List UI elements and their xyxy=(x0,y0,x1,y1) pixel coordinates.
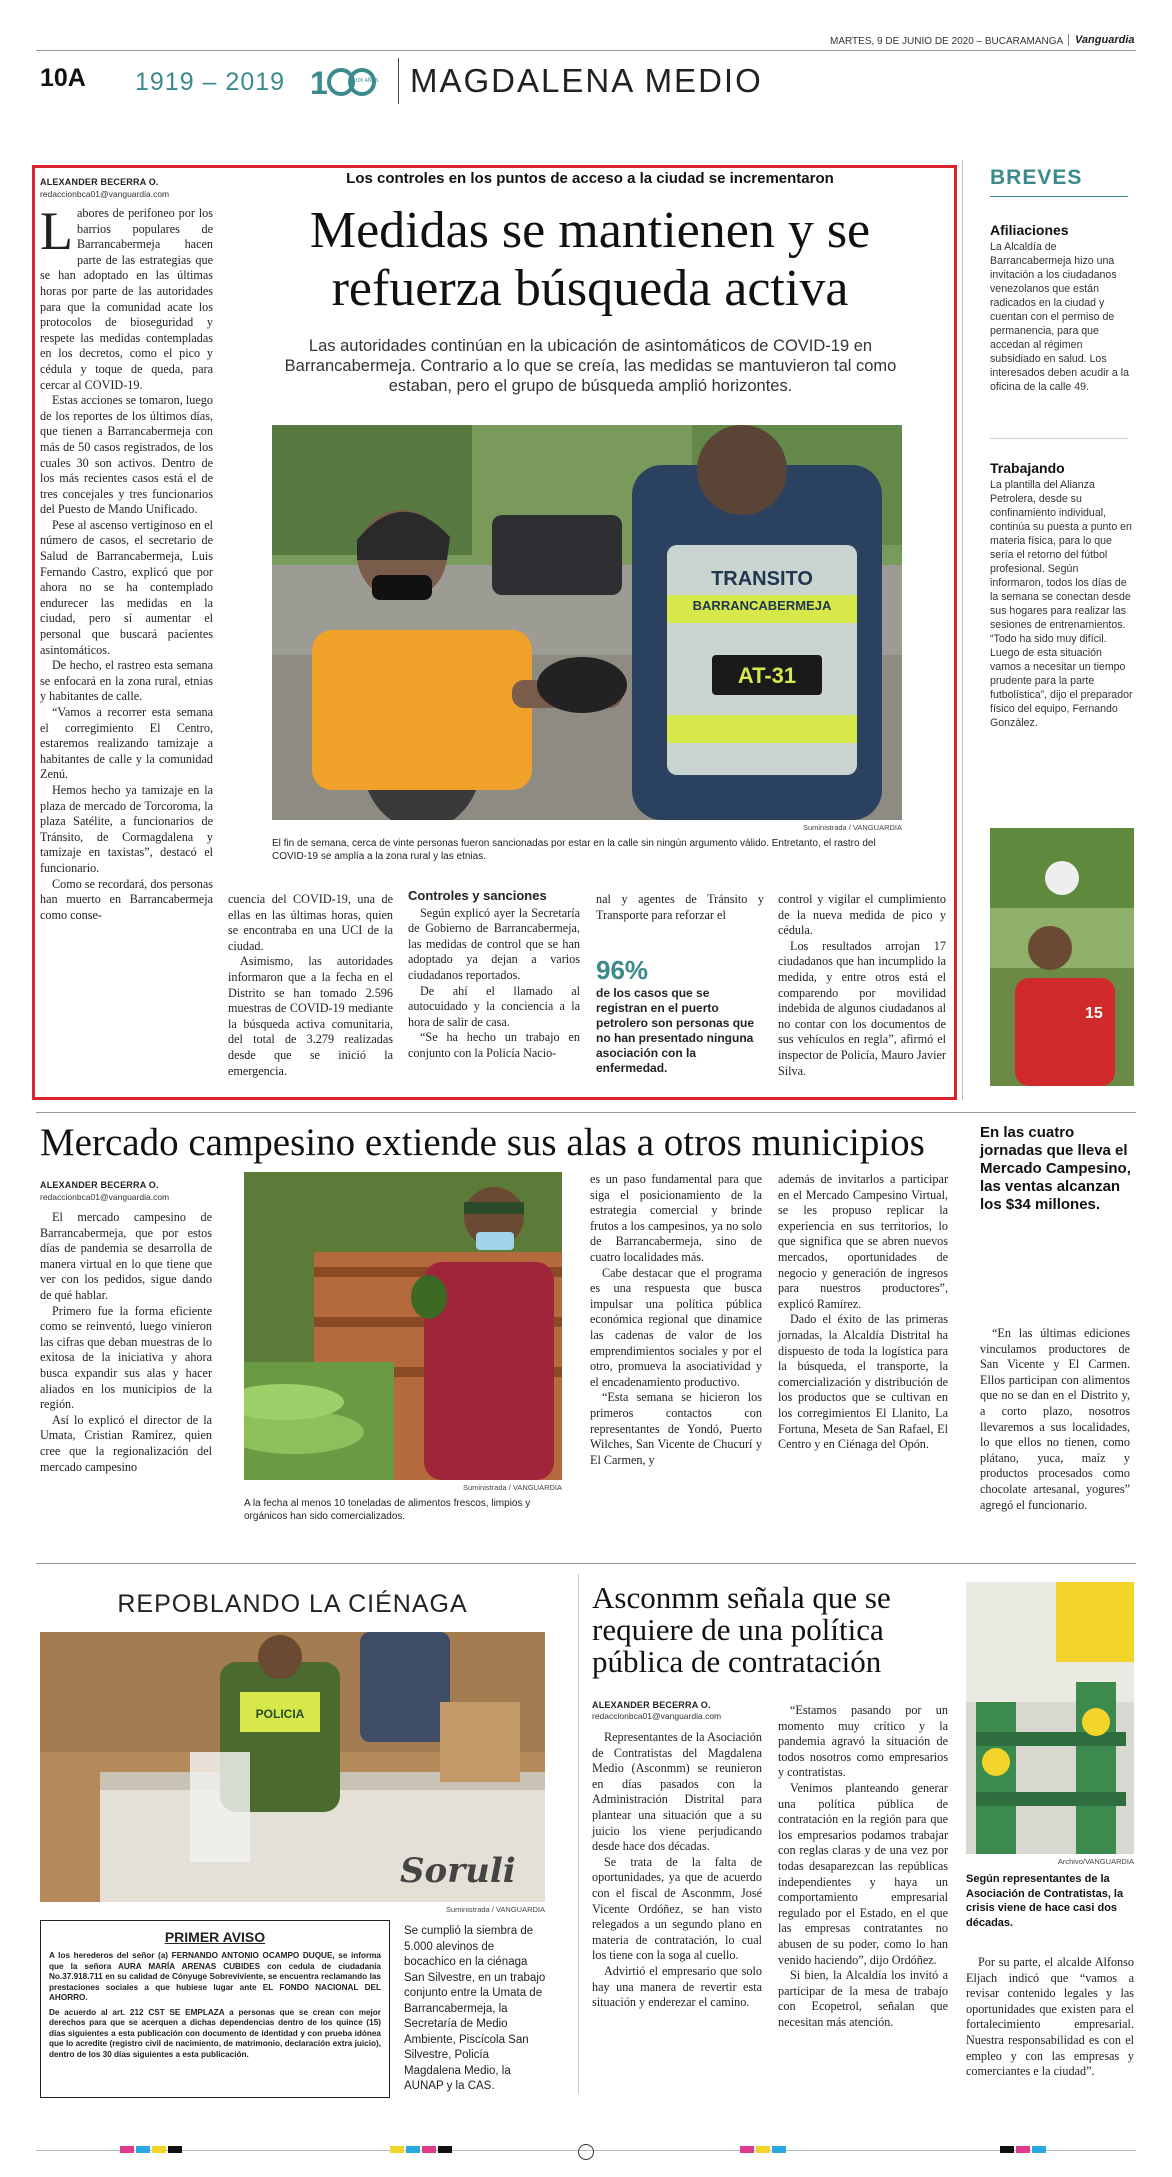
aviso-box xyxy=(40,1920,390,2098)
mercado-col-2 xyxy=(590,1172,762,1468)
mercado-pullquote: En las cuatro jornadas que lleva el Mercado Campesino, las ventas alcanzan los $34 millones. xyxy=(980,1124,1131,1213)
lead-col1-p6: Hemos hecho ya tamizaje en la plaza de mercado de Torcoroma, la plaza Satélite, a funcionarios de Tránsito, de Cormagdalena y tamizaje en taxistas”, destacó el funcionario. xyxy=(40,782,213,875)
lead-col1-p2: Estas acciones se tomaron, luego de los reportes de los últimos días, que tienen a Barrancabermeja con más de 50 casos registrados, de los cuales 30 son activos. Dentro de los más recientes casos está el de tres concejales y tres funcionarios del Puesto de Mando Unificado. xyxy=(40,393,213,517)
breve-title: Afiliaciones xyxy=(990,222,1069,238)
lead-photo xyxy=(272,425,902,820)
stat-text: de los casos que se registran en el puerto petrolero son personas que no han presentado ninguna asociación con la enfermedad. xyxy=(596,986,755,1075)
mercado-col4-p1: “En las últimas ediciones vinculamos productores de San Vicente y El Carmen. Ellos participan con alimentos que no se dan en el Distrito y, a corto plazo, nosotros llevaremos a sus localidades, lo que ellos no tienen, como plátano, yuca, maíz y productos procesados como chocolate artesanal, yogures” agregó el funcionario. xyxy=(980,1326,1130,1512)
lead-headline-line-2: refuerza búsqueda activa xyxy=(331,260,849,317)
cienaga-vest-text: POLICIA xyxy=(255,1707,305,1721)
years-label: 1919 – 2019 xyxy=(135,68,286,96)
asconmm-col1-p3: Advirtió el empresario que solo hay una manera de revertir esta situación y enderezar el camino. xyxy=(592,1963,762,2010)
svg-text:1: 1 xyxy=(310,65,328,101)
byline-email: redaccionbca01@vanguardia.com xyxy=(40,189,170,199)
stat-value: 96% xyxy=(596,955,649,985)
breve-item xyxy=(990,460,1134,730)
lead-col3-p1: Según explicó ayer la Secretaría de Gobierno de Barrancabermeja, las medidas de control que se han adoptado ya dejan a varios ciudadanos reportados. xyxy=(408,905,580,982)
mercado-col-4 xyxy=(980,1326,1130,1513)
asconmm-col-3 xyxy=(966,1955,1134,2080)
asconmm-photo-caption: Según representantes de la Asociación de Contratistas, la crisis viene de hace casi dos décadas. xyxy=(966,1873,1124,1929)
asconmm-photo-credit: Archivo/VANGUARDIA xyxy=(1057,1857,1134,1866)
lead-headline xyxy=(260,202,920,318)
asconmm-photo xyxy=(966,1582,1134,1854)
asconmm-col3-p1: Por su parte, el alcalde Alfonso Eljach indicó que “vamos a revisar contenido legales y las oportunidades que existen para el fortalecimiento empresarial. Nuestra responsabilidad es con el empleo y con las empresas y comerciantes e la ciudad”. xyxy=(966,1955,1134,2079)
section-title: MAGDALENA MEDIO xyxy=(410,62,763,99)
lead-col5-p1: control y vigilar el cumplimiento de la nueva medida de pico y cédula. xyxy=(778,892,946,938)
mercado-col3-p2: Dado el éxito de las primeras jornadas, la Alcaldía Distrital ha dispuesto de toda la logística para la búsqueda, el transporte, la comercialización y distribución de los productos que se cultivan en los corregimientos El Llanito, La Fortuna, Meseta de San Rafael, El Centro y en Ciénaga del Opón. xyxy=(778,1312,948,1452)
byline-author: ALEXANDER BECERRA O. xyxy=(40,1180,159,1190)
lead-col1-p1: abores de perifoneo por los barrios populares de Barrancabermeja hacen parte de las estrategias que se han adoptado en las últimas horas por parte de las autoridades para que la comunidad acate los protocolos de bioseguridad y respete las medidas contempladas en los decretos, como el pico y cédula y toque de queda, para cercar al COVID-19. xyxy=(40,206,213,392)
lead-col-3 xyxy=(408,888,580,1062)
cienaga-headline: REPOBLANDO LA CIÉNAGA xyxy=(117,1590,468,1618)
lead-deck: Las autoridades continúan en la ubicación de asintomáticos de COVID-19 en Barrancabermeja. Contrario a lo que se creía, las medidas se mantuvieron tal como estaban, pero el grupo de búsqueda amplió horizontes. xyxy=(284,337,897,395)
aviso-title: PRIMER AVISO xyxy=(164,1929,266,1945)
mercado-headline: Mercado campesino extiende sus alas a otros municipios xyxy=(40,1121,925,1164)
vest-badge: AT-31 xyxy=(737,663,797,688)
mercado-col-1 xyxy=(40,1210,212,1475)
lead-col-1 xyxy=(40,201,213,923)
lead-col2-p2: Asimismo, las autoridades informaron que a la fecha en el Distrito se han tomado 2.596 muestras de COVID-19 mediante la búsqueda activa comunitaria, del total de 3.279 realizadas desde que se inició la emergencia. xyxy=(228,954,393,1078)
lead-headline-line-1: Medidas se mantienen y se xyxy=(309,202,871,259)
mercado-col3-p1: además de invitarlos a participar en el Mercado Campesino Virtual, se les propuso replicar la experiencia en sus territorios, lo que significa que se abren nuevos mercados, oportunidades de negocio y generación de ingresos para nuestros productores”, explicó Ramírez. xyxy=(778,1172,948,1311)
mercado-photo xyxy=(244,1172,562,1480)
aviso-para-2: De acuerdo al art. 212 CST SE EMPLAZA a personas que se crean con mejor derechos para que se acerquen a dichas dependencias dentro de los quince (15) días siguientes a esta publicación con documento de identidad y con prueba idónea que lo acredite (registro civil de nacimiento, de matrimonio, declaración extra juicio), dentro de los 30 días siguientes a esta publicación. xyxy=(49,2007,381,2059)
dropcap: L xyxy=(40,201,73,261)
breve-title: Trabajando xyxy=(990,460,1065,476)
lead-col1-p4: De hecho, el rastreo esta semana se enfocará en la zona rural, etnias y habitantes de calle. xyxy=(40,658,213,704)
anniversary-logo xyxy=(308,62,384,102)
asconmm-col-2 xyxy=(778,1703,948,2030)
lead-photo-credit: Suministrada / VANGUARDIA xyxy=(802,823,902,832)
mercado-photo-credit: Suministrada / VANGUARDIA xyxy=(462,1483,562,1492)
asconmm-col1-p1: Representantes de la Asociación de Contratistas del Magdalena Medio (Asconmm) se reunieron en días pasados con la Administración Distrital para plantear una situación que a su juicio los viene perjudicando desde hace dos décadas. xyxy=(592,1730,762,1854)
lead-col1-p7: Como se recordará, dos personas han muerto en Barrancabermeja como conse- xyxy=(40,876,213,922)
byline-author: ALEXANDER BECERRA O. xyxy=(40,177,159,187)
mercado-col2-p2: Cabe destacar que el programa es una respuesta que busca impulsar una política pública económica regional que dinamice las cadenas de valor de los emprendimientos sociales y por el otro, promueva la asociatividad y el encadenamiento productivo. xyxy=(590,1265,762,1389)
kicker: Los controles en los puntos de acceso a la ciudad se incrementaron xyxy=(346,170,834,187)
aviso-para-1: A los herederos del señor (a) FERNANDO ANTONIO OCAMPO DUQUE, se informa que la señora AURA MARÍA ARENAS CUBIDES con cedula de ciudadanía No.37.918.711 en su calidad de Cónyuge Sobreviviente, se encuentra reclamando las prestaciones sociales a que hubiese lugar ante EL FONDO NACIONAL DEL AHORRO. xyxy=(49,1951,381,2002)
boat-text: Soruli xyxy=(400,1851,516,1891)
lead-col2-p1: cuencia del COVID-19, una de ellas en las últimas horas, quien se encontraba en una UCI de la ciudad. xyxy=(228,892,393,953)
cienaga-photo xyxy=(40,1632,545,1902)
breve-photo xyxy=(990,828,1134,1086)
date-line: MARTES, 9 DE JUNIO DE 2020 – BUCARAMANGA xyxy=(830,36,1064,47)
mercado-photo-caption: A la fecha al menos 10 toneladas de alimentos frescos, limpios y orgánicos han sido comercializados. xyxy=(244,1498,531,1522)
asconmm-col2-p3: Si bien, la Alcaldía los invitó a participar de la mesa de trabajo con Ecopetrol, señalan que necesitan más atención. xyxy=(778,1968,948,2029)
page-number: 10A xyxy=(40,64,86,92)
cienaga-caption: Se cumplió la siembra de 5.000 alevinos de bocachico en la ciénaga San Silvestre, en un trabajo conjunto entre la Umata de Barrancabermeja, la Secretaría de Medio Ambiente, Piscícola San Silvestre, Policía Magdalena Medio, la AUNAP y la CAS. xyxy=(404,1925,546,2092)
lead-subhead: Controles y sanciones xyxy=(408,888,547,903)
vest-text-1: TRANSITO xyxy=(711,568,813,590)
lead-col-5 xyxy=(778,892,946,1079)
shirt-number: 15 xyxy=(1085,1005,1103,1022)
asconmm-col1-p2: Se trata de la falta de oportunidades, ya que de acuerdo con el fiscal de Asconmm, José Vicente Ordóñez, se han visto relegados a un segundo plano en materia de contratación, lo cual los tiene con la soga al cuello. xyxy=(592,1854,762,1963)
stat-box xyxy=(596,955,764,1076)
breves-header: BREVES xyxy=(990,166,1083,189)
breve-text: La plantilla del Alianza Petrolera, desde su confinamiento individual, continúa su puesta a punto en materia física, para lo que sería el retorno del fútbol profesional. Según informaron, todos los días de la semana se conectan desde sus hogares para realizar las sesiones de entrenamientos. “Todo ha sido muy difícil. Luego de esta situación vamos a necesitar un tiempo prudente para la parte futbolística”, dijo el preparador físico del equipo, Fernando González. xyxy=(990,479,1133,729)
mercado-col1-p1: El mercado campesino de Barrancabermeja, que por estos días de pandemia se desarrolla de manera virtual en lo que tiene que ver con los pedidos, sigue dando de qué hablar. xyxy=(40,1210,212,1302)
vest-text-2: BARRANCABERMEJA xyxy=(692,598,832,613)
mercado-col2-p3: “Esta semana se hicieron los primeros contactos con representantes de Yondó, Puerto Wilches, San Vicente de Chucurí y El Carmen, y xyxy=(590,1390,762,1467)
lead-col3-p3: “Se ha hecho un trabajo en conjunto con la Policía Nacio- xyxy=(408,1030,580,1060)
lead-col1-p3: Pese al ascenso vertiginoso en el número de casos, el secretario de Salud de Barrancabermeja, Luis Fernando Castro, explicó que por ahora no se ha contemplado endurecer las medidas en la ciudad, pero sí aumentar el personal que buscará pacientes asintomáticos. xyxy=(40,517,213,657)
lead-col1-p5: “Vamos a recorrer esta semana el corregimiento El Centro, estaremos realizando tamizaje a habitantes de calle y la comunidad Zenú. xyxy=(40,705,213,782)
asconmm-col2-p1: “Estamos pasando por un momento muy crítico y la pandemia agravó la situación de todos nosotros como empresarios y contratistas. xyxy=(778,1703,948,1780)
breve-text: La Alcaldía de Barrancabermeja hizo una invitación a los ciudadanos venezolanos que están radicados en la ciudad y cuentan con el permiso de permanencia, para que accedan al régimen subsidiado en salud. Los interesados deben acudir a la oficina de la calle 49. xyxy=(990,241,1129,393)
breve-item xyxy=(990,222,1134,394)
mercado-col1-p3: Así lo explicó el director de la Umata, Cristian Ramírez, quien cree que la regionalización del mercado campesino xyxy=(40,1412,212,1474)
lead-col4-p1: nal y agentes de Tránsito y Transporte para reforzar el xyxy=(596,892,764,922)
asconmm-col-1 xyxy=(592,1730,762,2011)
paper-name: Vanguardia xyxy=(1068,34,1135,46)
byline-email: redaccionbca01@vanguardia.com xyxy=(40,1192,170,1202)
byline-author: ALEXANDER BECERRA O. xyxy=(592,1700,711,1710)
anniversary-logo-text: 100 AÑOS xyxy=(355,78,379,84)
cienaga-photo-credit: Suministrada / VANGUARDIA xyxy=(445,1905,545,1914)
mercado-col-3 xyxy=(778,1172,948,1453)
byline-email: redaccionbca01@vanguardia.com xyxy=(592,1711,722,1721)
lead-col-2 xyxy=(228,892,393,1079)
lead-col-4 xyxy=(596,892,764,923)
lead-photo-caption: El fin de semana, cerca de vinte personas fueron sancionadas por estar en la calle sin ningún argumento válido. Entretanto, el rastro del COVID-19 se amplía a la zona rural y las etnias. xyxy=(272,838,876,862)
registration-mark-icon xyxy=(578,2144,594,2160)
asconmm-headline: Asconmm señala que se requiere de una política pública de contratación xyxy=(592,1580,891,1679)
asconmm-col2-p2: Venimos planteando generar una política pública de contratación en la región para que los empresarios podamos trabajar con reglas claras y de una vez por todas desaparezcan las repúblicas independientes y haya un comportamiento empresarial regulado por el Estado, en el que las empresas contratantes no abusen de su poder, como lo han venido haciendo”, dijo Ordóñez. xyxy=(778,1780,948,1967)
mercado-col1-p2: Primero fue la forma eficiente como se reinventó, luego vinieron las cifras que deban muestras de lo exitosa de la iniciativa y ahora busca expandir sus alas y hacer aliados en los municipios de la región. xyxy=(40,1303,212,1412)
lead-col5-p2: Los resultados arrojan 17 ciudadanos que han incumplido la medida, y entre otros está el comparendo por movilidad indebida de algunos ciudadanos al no contar con los documentos de sus vehículos en regla”, afirmó el inspector de Policía, Mauro Javier Silva. xyxy=(778,938,946,1078)
lead-col3-p2: De ahí el llamado al autocuidado y la conciencia a la hora de salir de casa. xyxy=(408,983,580,1029)
mercado-col2-p1: es un paso fundamental para que siga el posicionamiento de la estrategia comercial y brinde frutos a los campesinos, ya no solo de Barrancabermeja, sino de cuatro localidades más. xyxy=(590,1172,762,1264)
